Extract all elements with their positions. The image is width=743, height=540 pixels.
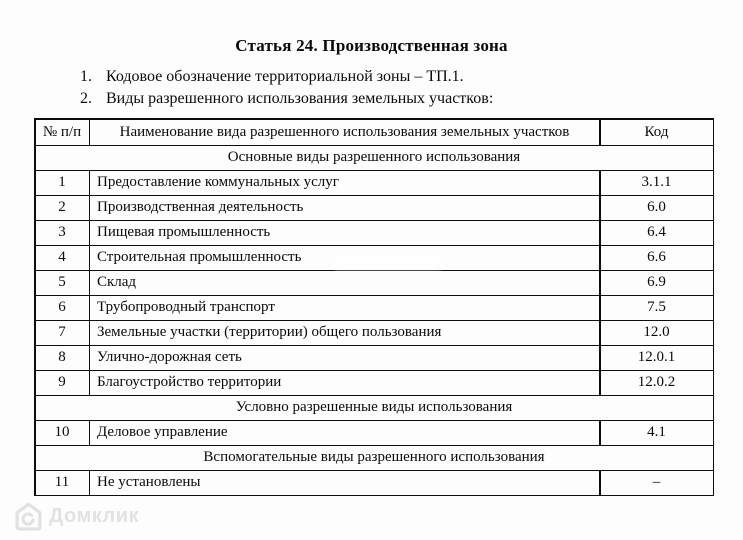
article-title: Статья 24. Производственная зона	[235, 36, 508, 55]
row-number: 1	[36, 171, 89, 195]
row-number: 9	[36, 371, 89, 395]
row-code: 6.6	[601, 246, 713, 270]
row-code: 6.4	[601, 221, 713, 245]
table-section-label: Основные виды разрешенного использования	[36, 146, 713, 170]
row-number: 2	[36, 196, 89, 220]
list-item-text: Кодовое обозначение территориальной зоны – ТП.1.	[106, 68, 464, 85]
row-number: 5	[36, 271, 89, 295]
row-name: Улично-дорожная сеть	[90, 346, 599, 370]
row-name: Земельные участки (территории) общего пользования	[90, 321, 599, 345]
row-number: 11	[36, 471, 89, 495]
column-header-name: Наименование вида разрешенного использования земельных участков	[90, 120, 599, 145]
row-number: 6	[36, 296, 89, 320]
list-item	[80, 66, 493, 88]
table-section-label: Условно разрешенные виды использования	[36, 396, 713, 420]
domclick-watermark-text: Домклик	[49, 505, 140, 527]
row-code: 6.9	[601, 271, 713, 295]
row-code: 12.0.2	[601, 371, 713, 395]
row-number: 7	[36, 321, 89, 345]
row-number: 3	[36, 221, 89, 245]
intro-list	[80, 66, 493, 110]
row-name: Благоустройство территории	[90, 371, 599, 395]
row-name: Производственная деятельность	[90, 196, 599, 220]
row-name: Пищевая промышленность	[90, 221, 599, 245]
domclick-house-logo-icon	[15, 502, 42, 531]
row-number: 10	[36, 421, 89, 445]
column-header-code: Код	[601, 120, 713, 145]
list-item-number: 1.	[80, 68, 92, 85]
row-name: Склад	[90, 271, 599, 295]
list-item	[80, 88, 493, 110]
list-item-text: Виды разрешенного использования земельных участков:	[106, 90, 494, 107]
row-number: 8	[36, 346, 89, 370]
row-name: Деловое управление	[90, 421, 599, 445]
row-name: Предоставление коммунальных услуг	[90, 171, 599, 195]
row-name: Трубопроводный транспорт	[90, 296, 599, 320]
row-code: 3.1.1	[601, 171, 713, 195]
list-item-number: 2.	[80, 90, 92, 107]
row-code: 6.0	[601, 196, 713, 220]
table-section-label: Вспомогательные виды разрешенного использования	[36, 446, 713, 470]
row-code: 7.5	[601, 296, 713, 320]
row-name: Не установлены	[90, 471, 599, 495]
row-number: 4	[36, 246, 89, 270]
row-code: 4.1	[601, 421, 713, 445]
row-name: Строительная промышленность	[90, 246, 599, 270]
land-use-table	[34, 118, 714, 496]
row-code: –	[601, 471, 713, 495]
domclick-watermark	[15, 502, 139, 531]
row-code: 12.0	[601, 321, 713, 345]
column-header-number: № п/п	[36, 120, 89, 145]
row-code: 12.0.1	[601, 346, 713, 370]
